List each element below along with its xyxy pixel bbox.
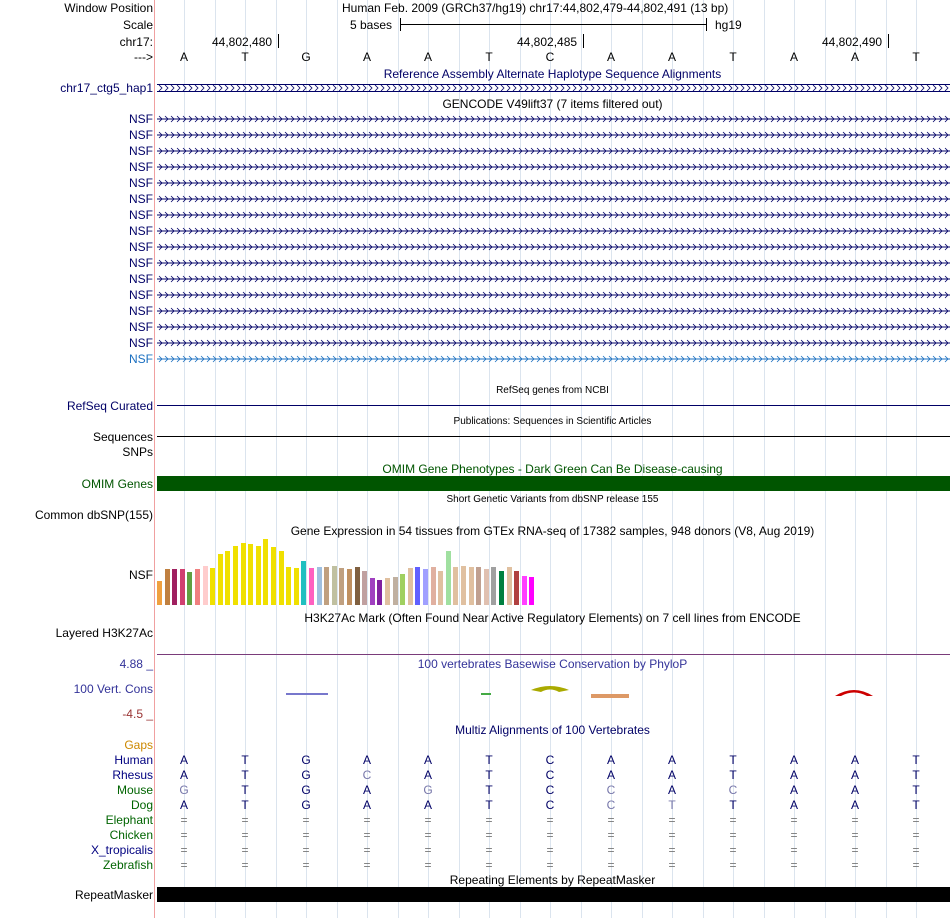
gtex-tissue-bar[interactable] (339, 568, 344, 605)
multiz-aligned-base: = (668, 828, 676, 842)
gencode-transcript[interactable] (157, 163, 950, 171)
multiz-aligned-base: G (301, 753, 311, 767)
gencode-transcript[interactable] (157, 291, 950, 299)
gtex-tissue-bar[interactable] (172, 569, 177, 605)
alt-haplotype-bottom-line (157, 91, 950, 92)
h3k27ac-baseline (157, 654, 950, 655)
multiz-aligned-base: T (729, 753, 737, 767)
track-title-multiz: Multiz Alignments of 100 Vertebrates (455, 723, 650, 737)
gtex-tissue-bar[interactable] (256, 546, 261, 605)
track-label-phylop[interactable]: 100 Vert. Cons (73, 682, 153, 696)
gtex-tissue-bar[interactable] (476, 567, 481, 605)
gencode-transcript-label[interactable]: NSF (129, 224, 153, 238)
gtex-tissue-bar[interactable] (415, 567, 420, 605)
multiz-aligned-base: A (789, 798, 798, 812)
multiz-aligned-base: T (912, 798, 920, 812)
multiz-aligned-base: C (362, 768, 372, 782)
gencode-transcript[interactable] (157, 179, 950, 187)
gencode-transcript-label[interactable]: NSF (129, 352, 153, 366)
multiz-aligned-base: = (180, 828, 188, 842)
gtex-tissue-bar[interactable] (286, 567, 291, 605)
multiz-aligned-base: A (667, 753, 676, 767)
left-border (154, 0, 155, 918)
gencode-transcript[interactable] (157, 275, 950, 283)
gtex-tissue-bar[interactable] (400, 574, 405, 605)
multiz-aligned-base: G (301, 768, 311, 782)
multiz-aligned-base: = (241, 843, 249, 857)
multiz-aligned-base: = (180, 843, 188, 857)
window-position-label: Window Position (64, 1, 153, 15)
multiz-species-label[interactable]: Mouse (116, 783, 153, 797)
multiz-aligned-base: T (729, 798, 737, 812)
scale-assembly: hg19 (715, 18, 742, 32)
gencode-transcript[interactable] (157, 227, 950, 235)
gtex-tissue-bar[interactable] (385, 578, 390, 605)
gtex-tissue-bar[interactable] (514, 571, 519, 605)
track-title-refseq: RefSeq genes from NCBI (496, 385, 609, 396)
track-label-refseq[interactable]: RefSeq Curated (66, 399, 153, 413)
reference-base: T (912, 50, 920, 64)
multiz-aligned-base: T (912, 768, 920, 782)
gencode-transcript[interactable] (157, 243, 950, 251)
multiz-species-label[interactable]: Chicken (109, 828, 153, 842)
position-tick-label: 44,802,490 (822, 35, 883, 49)
multiz-aligned-base: = (546, 828, 554, 842)
gtex-tissue-bar[interactable] (301, 561, 306, 605)
track-title-h3k27ac: H3K27Ac Mark (Often Found Near Active Regulatory Elements) on 7 cell lines from ENCODE (304, 611, 801, 625)
track-label-gtex[interactable]: NSF (129, 568, 153, 582)
publications-line[interactable] (157, 436, 950, 437)
multiz-aligned-base: A (789, 753, 798, 767)
multiz-aligned-base: = (363, 843, 371, 857)
reference-base: A (362, 50, 371, 64)
multiz-aligned-base: = (729, 843, 737, 857)
multiz-aligned-base: G (301, 783, 311, 797)
multiz-aligned-base: A (423, 768, 432, 782)
multiz-aligned-base: C (606, 798, 616, 812)
gtex-tissue-bar[interactable] (165, 569, 170, 605)
gtex-tissue-bar[interactable] (248, 544, 253, 605)
gtex-tissue-bar[interactable] (355, 567, 360, 605)
multiz-aligned-base: = (607, 828, 615, 842)
multiz-aligned-base: = (668, 843, 676, 857)
multiz-aligned-base: = (851, 828, 859, 842)
gtex-tissue-bar[interactable] (370, 578, 375, 605)
multiz-aligned-base: G (301, 798, 311, 812)
gtex-tissue-bar[interactable] (324, 567, 329, 605)
gencode-transcript-label[interactable]: NSF (129, 240, 153, 254)
multiz-aligned-base: = (241, 858, 249, 872)
scale-bar-right-tick (706, 18, 707, 31)
multiz-aligned-base: = (363, 813, 371, 827)
multiz-aligned-base: A (850, 783, 859, 797)
multiz-aligned-base: = (302, 858, 310, 872)
reference-base: C (545, 50, 555, 64)
position-tick-label: 44,802,480 (212, 35, 273, 49)
multiz-aligned-base: T (485, 798, 493, 812)
gtex-expression-chart[interactable] (157, 540, 557, 605)
multiz-aligned-base: T (729, 768, 737, 782)
gencode-transcript-label[interactable]: NSF (129, 160, 153, 174)
scale-value: 5 bases (350, 18, 393, 32)
multiz-aligned-base: = (607, 843, 615, 857)
reference-base: T (729, 50, 737, 64)
multiz-aligned-base: T (912, 753, 920, 767)
multiz-aligned-base: = (241, 828, 249, 842)
gencode-transcript[interactable] (157, 115, 950, 123)
multiz-aligned-base: C (606, 783, 616, 797)
gtex-tissue-bar[interactable] (469, 567, 474, 605)
phylop-min-value: -4.5 _ (122, 707, 153, 721)
gtex-tissue-bar[interactable] (241, 543, 246, 605)
multiz-aligned-base: = (668, 813, 676, 827)
reference-base: A (606, 50, 615, 64)
multiz-aligned-base: = (302, 813, 310, 827)
gtex-tissue-bar[interactable] (317, 567, 322, 605)
gencode-transcript-label[interactable]: NSF (129, 112, 153, 126)
multiz-aligned-base: A (667, 768, 676, 782)
multiz-aligned-base: = (912, 843, 920, 857)
position-tick (888, 34, 889, 48)
multiz-aligned-base: = (790, 813, 798, 827)
multiz-species-label[interactable]: Zebrafish (102, 858, 153, 872)
gtex-tissue-bar[interactable] (438, 571, 443, 605)
multiz-aligned-base: = (363, 828, 371, 842)
chrom-label: chr17: (119, 35, 153, 49)
multiz-aligned-base: = (485, 828, 493, 842)
multiz-aligned-base: = (851, 843, 859, 857)
track-label-publications[interactable]: Sequences (92, 430, 153, 444)
multiz-aligned-base: = (790, 843, 798, 857)
multiz-aligned-base: = (302, 828, 310, 842)
scale-label: Scale (122, 18, 153, 32)
gtex-tissue-bar[interactable] (271, 547, 276, 605)
gencode-transcript-label[interactable]: NSF (129, 192, 153, 206)
multiz-aligned-base: = (424, 813, 432, 827)
multiz-aligned-base: A (179, 798, 188, 812)
multiz-aligned-base: A (789, 783, 798, 797)
scale-bar-left-tick (400, 18, 401, 31)
multiz-aligned-base: = (180, 858, 188, 872)
multiz-aligned-base: = (302, 843, 310, 857)
gtex-tissue-bar[interactable] (187, 572, 192, 605)
gencode-transcript[interactable] (157, 211, 950, 219)
multiz-aligned-base: C (728, 783, 738, 797)
multiz-aligned-base: T (912, 783, 920, 797)
multiz-aligned-base: = (851, 813, 859, 827)
gtex-tissue-bar[interactable] (446, 551, 451, 605)
refseq-gene-line[interactable] (157, 405, 950, 406)
gencode-transcript[interactable] (157, 131, 950, 139)
multiz-aligned-base: A (179, 753, 188, 767)
multiz-aligned-base: = (729, 858, 737, 872)
track-title-alt-haplotype: Reference Assembly Alternate Haplotype Sequence Alignments (383, 67, 722, 81)
gtex-tissue-bar[interactable] (195, 569, 200, 605)
strand-label: ---> (134, 50, 153, 64)
multiz-aligned-base: T (485, 753, 493, 767)
multiz-aligned-base: = (912, 858, 920, 872)
gencode-transcript[interactable] (157, 307, 950, 315)
gtex-tissue-bar[interactable] (225, 551, 230, 605)
gtex-tissue-bar[interactable] (279, 551, 284, 605)
multiz-species-label[interactable]: Dog (130, 798, 153, 812)
window-position-value: Human Feb. 2009 (GRCh37/hg19) chr17:44,802,479-44,802,491 (13 bp) (342, 1, 729, 15)
position-tick (583, 34, 584, 48)
multiz-aligned-base: T (668, 798, 676, 812)
gtex-tissue-bar[interactable] (309, 568, 314, 605)
reference-base: A (850, 50, 859, 64)
position-tick-label: 44,802,485 (517, 35, 578, 49)
track-title-publications: Publications: Sequences in Scientific Articles (453, 416, 652, 427)
repeatmasker-bar[interactable] (157, 887, 950, 902)
multiz-aligned-base: = (180, 813, 188, 827)
multiz-aligned-base: C (545, 783, 555, 797)
multiz-aligned-base: G (179, 783, 189, 797)
track-label-dbsnp[interactable]: Common dbSNP(155) (34, 508, 153, 522)
gencode-transcript-label[interactable]: NSF (129, 272, 153, 286)
gencode-transcript-label[interactable]: NSF (129, 256, 153, 270)
reference-base: A (667, 50, 676, 64)
multiz-gaps-label[interactable]: Gaps (124, 738, 153, 752)
gencode-transcript[interactable] (157, 355, 950, 363)
gencode-transcript[interactable] (157, 259, 950, 267)
track-title-repeatmasker: Repeating Elements by RepeatMasker (449, 873, 656, 887)
multiz-aligned-base: = (851, 858, 859, 872)
multiz-aligned-base: = (790, 858, 798, 872)
gtex-tissue-bar[interactable] (233, 546, 238, 605)
gtex-tissue-bar[interactable] (453, 567, 458, 605)
gtex-tissue-bar[interactable] (347, 569, 352, 605)
gtex-tissue-bar[interactable] (263, 539, 268, 605)
multiz-aligned-base: T (241, 798, 249, 812)
scale-bar (400, 24, 706, 25)
multiz-aligned-base: A (850, 768, 859, 782)
gtex-tissue-bar[interactable] (157, 581, 162, 605)
multiz-species-label[interactable]: Elephant (105, 813, 153, 827)
track-title-dbsnp: Short Genetic Variants from dbSNP release 155 (446, 494, 659, 505)
multiz-aligned-base: A (179, 768, 188, 782)
reference-base: A (789, 50, 798, 64)
gencode-transcript[interactable] (157, 147, 950, 155)
reference-base: G (301, 50, 311, 64)
gencode-transcript-label[interactable]: NSF (129, 320, 153, 334)
track-label-publications-snps[interactable]: SNPs (122, 445, 153, 459)
multiz-aligned-base: A (423, 798, 432, 812)
multiz-aligned-base: A (850, 753, 859, 767)
gtex-tissue-bar[interactable] (499, 571, 504, 605)
multiz-aligned-base: G (423, 783, 433, 797)
gencode-transcript[interactable] (157, 339, 950, 347)
gencode-transcript-label[interactable]: NSF (129, 128, 153, 142)
reference-base: T (485, 50, 493, 64)
multiz-aligned-base: = (424, 828, 432, 842)
track-title-gtex: Gene Expression in 54 tissues from GTEx RNA-seq of 17382 samples, 948 donors (V8, Aug 2019) (290, 524, 815, 538)
omim-gene-bar[interactable] (157, 476, 950, 491)
multiz-aligned-base: = (485, 813, 493, 827)
multiz-aligned-base: A (606, 768, 615, 782)
gtex-tissue-bar[interactable] (203, 566, 208, 605)
multiz-aligned-base: = (729, 813, 737, 827)
gtex-tissue-bar[interactable] (423, 569, 428, 605)
multiz-aligned-base: = (424, 858, 432, 872)
reference-base: A (423, 50, 432, 64)
multiz-aligned-base: = (363, 858, 371, 872)
gtex-tissue-bar[interactable] (218, 554, 223, 605)
gencode-transcript-label[interactable]: NSF (129, 336, 153, 350)
gencode-transcript-label[interactable]: NSF (129, 176, 153, 190)
gtex-tissue-bar[interactable] (377, 580, 382, 605)
multiz-aligned-base: A (850, 798, 859, 812)
gtex-tissue-bar[interactable] (210, 568, 215, 605)
multiz-aligned-base: A (362, 753, 371, 767)
multiz-aligned-base: = (546, 813, 554, 827)
track-label-alt-haplotype[interactable]: chr17_ctg5_hap1 (60, 81, 153, 95)
gtex-tissue-bar[interactable] (507, 567, 512, 605)
multiz-aligned-base: = (607, 813, 615, 827)
track-label-repeatmasker[interactable]: RepeatMasker (74, 888, 153, 902)
gtex-tissue-bar[interactable] (431, 567, 436, 605)
gtex-tissue-bar[interactable] (484, 569, 489, 605)
multiz-aligned-base: = (546, 858, 554, 872)
gencode-transcript[interactable] (157, 323, 950, 331)
gtex-tissue-bar[interactable] (332, 566, 337, 605)
track-title-phylop: 100 vertebrates Basewise Conservation by PhyloP (417, 657, 688, 671)
position-tick (278, 34, 279, 48)
gtex-tissue-bar[interactable] (522, 576, 527, 605)
multiz-aligned-base: T (241, 783, 249, 797)
multiz-aligned-base: = (546, 843, 554, 857)
multiz-aligned-base: A (423, 753, 432, 767)
multiz-aligned-base: = (424, 843, 432, 857)
multiz-aligned-base: = (668, 858, 676, 872)
gtex-tissue-bar[interactable] (461, 566, 466, 605)
gencode-transcript-label[interactable]: NSF (129, 144, 153, 158)
multiz-aligned-base: C (545, 768, 555, 782)
multiz-species-label[interactable]: Human (114, 753, 153, 767)
multiz-aligned-base: A (789, 768, 798, 782)
gtex-tissue-bar[interactable] (408, 568, 413, 605)
multiz-aligned-base: C (545, 798, 555, 812)
track-title-gencode: GENCODE V49lift37 (7 items filtered out) (442, 97, 663, 111)
multiz-aligned-base: T (485, 768, 493, 782)
multiz-aligned-base: = (485, 858, 493, 872)
reference-base: T (241, 50, 249, 64)
multiz-aligned-base: T (485, 783, 493, 797)
multiz-aligned-base: A (606, 753, 615, 767)
track-title-omim: OMIM Gene Phenotypes - Dark Green Can Be Disease-causing (382, 462, 723, 476)
gencode-transcript-label[interactable]: NSF (129, 288, 153, 302)
gencode-transcript-label[interactable]: NSF (129, 208, 153, 222)
multiz-aligned-base: = (912, 828, 920, 842)
gtex-tissue-bar[interactable] (491, 567, 496, 605)
multiz-aligned-base: A (362, 783, 371, 797)
reference-base: A (179, 50, 188, 64)
gencode-transcript[interactable] (157, 195, 950, 203)
phylop-max-value: 4.88 _ (119, 657, 153, 671)
gtex-tissue-bar[interactable] (180, 569, 185, 605)
phylop-conservation-plot[interactable] (155, 680, 950, 705)
gencode-transcript-label[interactable]: NSF (129, 304, 153, 318)
multiz-aligned-base: = (607, 858, 615, 872)
multiz-aligned-base: T (241, 753, 249, 767)
gtex-tissue-bar[interactable] (294, 568, 299, 605)
multiz-aligned-base: = (912, 813, 920, 827)
gtex-tissue-bar[interactable] (362, 571, 367, 605)
multiz-aligned-base: A (362, 798, 371, 812)
track-label-omim[interactable]: OMIM Genes (81, 477, 153, 491)
track-label-h3k27ac[interactable]: Layered H3K27Ac (55, 626, 153, 640)
multiz-aligned-base: = (790, 828, 798, 842)
gtex-tissue-bar[interactable] (393, 577, 398, 605)
multiz-aligned-base: = (485, 843, 493, 857)
multiz-aligned-base: = (729, 828, 737, 842)
multiz-aligned-base: T (241, 768, 249, 782)
multiz-aligned-base: A (667, 783, 676, 797)
multiz-aligned-base: = (241, 813, 249, 827)
multiz-species-label[interactable]: X_tropicalis (90, 843, 153, 857)
gtex-tissue-bar[interactable] (529, 577, 534, 605)
multiz-aligned-base: C (545, 753, 555, 767)
multiz-species-label[interactable]: Rhesus (112, 768, 153, 782)
